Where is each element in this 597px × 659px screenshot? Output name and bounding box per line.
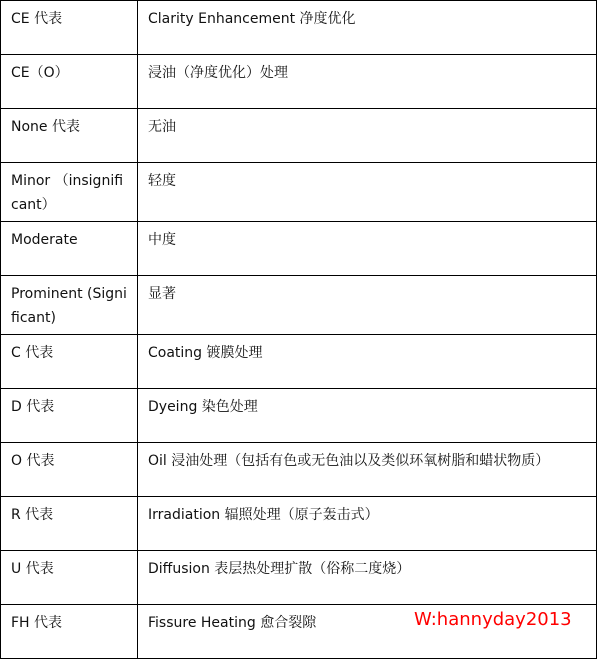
description-cell: 显著 (138, 276, 597, 335)
code-cell: R 代表 (1, 497, 138, 551)
description-cell: 浸油（净度优化）处理 (138, 55, 597, 109)
code-cell: CE 代表 (1, 1, 138, 55)
table-row (1, 1, 597, 55)
code-cell: D 代表 (1, 389, 138, 443)
table-row (1, 55, 597, 109)
table-row (1, 443, 597, 497)
code-cell: Moderate (1, 222, 138, 276)
description-cell: Diffusion 表层热处理扩散（俗称二度烧） (138, 551, 597, 605)
table-row (1, 551, 597, 605)
table-row (1, 163, 597, 222)
description-cell: 轻度 (138, 163, 597, 222)
description-cell: Coating 镀膜处理 (138, 335, 597, 389)
code-cell: None 代表 (1, 109, 138, 163)
description-cell: Oil 浸油处理（包括有色或无色油以及类似环氧树脂和蜡状物质） (138, 443, 597, 497)
description-cell: Clarity Enhancement 净度优化 (138, 1, 597, 55)
table-row (1, 497, 597, 551)
watermark-text: W:hannyday2013 (414, 609, 572, 630)
table-row (1, 222, 597, 276)
table-row (1, 276, 597, 335)
code-cell: Prominent (Significant) (1, 276, 138, 335)
code-cell: CE（O） (1, 55, 138, 109)
description-cell: 中度 (138, 222, 597, 276)
code-cell: C 代表 (1, 335, 138, 389)
code-cell: Minor （insignificant） (1, 163, 138, 222)
table-row (1, 389, 597, 443)
code-cell: O 代表 (1, 443, 138, 497)
description-cell: Dyeing 染色处理 (138, 389, 597, 443)
code-cell: FH 代表 (1, 605, 138, 659)
table-row (1, 335, 597, 389)
description-cell: 无油 (138, 109, 597, 163)
description-cell: Fissure Heating 愈合裂隙 (138, 605, 597, 659)
code-cell: U 代表 (1, 551, 138, 605)
table-row (1, 109, 597, 163)
description-cell: Irradiation 辐照处理（原子轰击式） (138, 497, 597, 551)
